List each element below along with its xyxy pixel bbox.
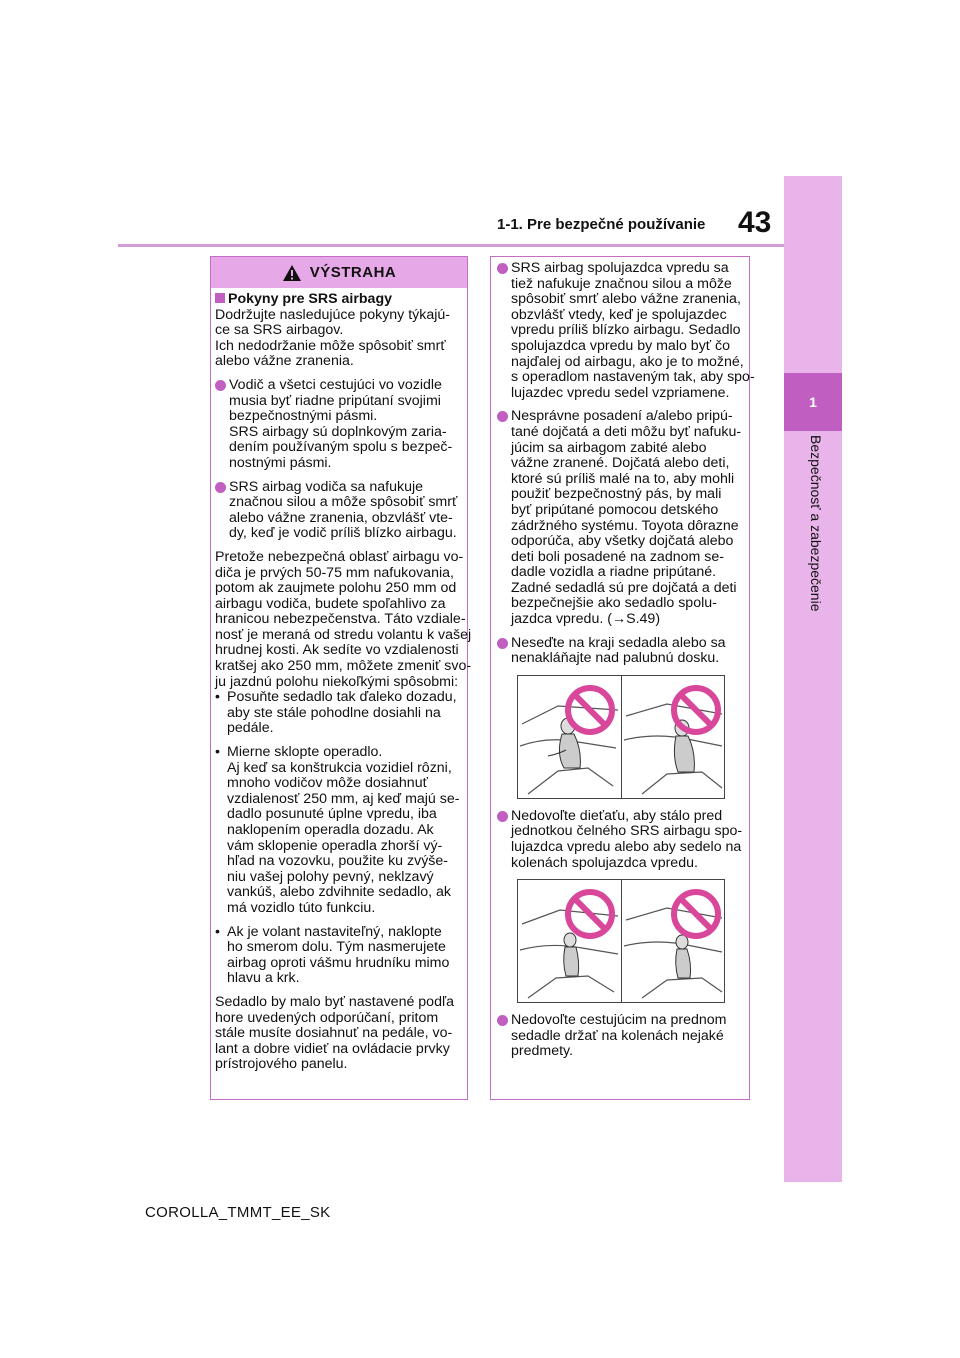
text-line: lujazdca vpredu alebo aby sedelo na — [511, 839, 742, 856]
text-line: dy, keď je vodič príliš blízko airbagu. — [229, 525, 457, 542]
square-bullet-icon — [215, 293, 225, 303]
child-standing-illustration — [518, 880, 621, 1002]
sub-bullet-marker: • — [215, 689, 220, 706]
text-line: hľad na vozovku, použite ku zvýše- — [227, 853, 449, 870]
text-line: Zadné sedadlá sú pre dojčatá a deti — [511, 579, 737, 596]
text-line: kratšej ako 250 mm, môžete zmeniť svo- — [215, 658, 472, 675]
sub-bullet-marker: • — [215, 923, 220, 940]
warning-intro — [215, 292, 465, 370]
text-line: Dodržujte nasledujúce pokyny týkajú- — [215, 306, 451, 323]
text-line: bezpečnostnými pásmi. — [229, 408, 378, 425]
sub-item — [215, 925, 465, 987]
text-line: musia byť riadne pripútaní svojimi — [229, 392, 441, 409]
child-on-lap-illustration — [622, 880, 725, 1002]
text-line: airbag oproti vášmu hrudníku mimo — [227, 954, 450, 971]
warning-title: VÝSTRAHA — [309, 263, 397, 281]
text-line: dadle vozidla a riadne pripútané. — [511, 564, 717, 581]
intro-lines — [215, 308, 465, 370]
right-bullets-a — [497, 260, 755, 667]
right-bullets-b — [497, 809, 745, 871]
text-line: alebo vážne zranenia. — [215, 353, 354, 370]
round-bullet-icon — [497, 411, 508, 422]
text-line: Sedadlo by malo byť nastavené podľa — [215, 993, 454, 1010]
right-bullets-c — [497, 1013, 745, 1060]
text-line: obzvlášť vtedy, keď je spolujazdec — [511, 306, 727, 323]
bullet-item — [215, 378, 465, 472]
text-line: bezpečnejšie ako sedadlo spolu- — [511, 595, 717, 612]
text-line: hranicou nebezpečenstva. Táto vzdiale- — [215, 611, 466, 628]
figure-panel — [518, 676, 621, 798]
left-bullets — [215, 378, 465, 542]
figure-leaning-passenger — [517, 675, 725, 799]
section-title: 1-1. Pre bezpečné používanie — [497, 216, 706, 233]
text-line: sedadle držať na kolenách nejaké — [511, 1027, 724, 1044]
header-rule — [118, 244, 784, 247]
text-line: nosť je meraná od stredu volantu k vašej — [215, 626, 472, 643]
warning-triangle-icon — [282, 264, 302, 282]
text-line: lant a dobre vidieť na ovládacie prvky — [215, 1040, 450, 1057]
text-line: prístrojového panelu. — [215, 1056, 348, 1073]
text-line: ktoré sú príliš malé na to, aby mohli — [511, 470, 735, 487]
warning-header — [211, 257, 467, 288]
text-line: deti boli posadené na zadnom se- — [511, 548, 724, 565]
text-line: tané dojčatá a deti môžu byť nafuku- — [511, 423, 742, 440]
bullet-item — [497, 636, 745, 667]
round-bullet-icon — [497, 1015, 508, 1026]
warning-body-right — [491, 257, 755, 1060]
text-line: najďalej od airbagu, ako je to možné, — [511, 353, 744, 370]
text-line: potom ak zaujmete polohu 250 mm od — [215, 580, 457, 597]
text-line: hore uvedených odporúčaní, pritom — [215, 1009, 439, 1026]
text-line: vankúš, alebo zdvihnite sedadlo, ak — [227, 884, 451, 901]
text-line: ju jazdnú polohu niekoľkými spôsobmi: — [215, 673, 459, 690]
bullet-item — [497, 260, 755, 401]
seat-adjust-paragraph — [215, 995, 465, 1073]
round-bullet-icon — [497, 811, 508, 822]
text-line: má vozidlo túto funkciu. — [227, 899, 376, 916]
text-line: zádržného systému. Toyota dôrazne — [511, 517, 739, 534]
sub-bullet-marker: • — [215, 744, 220, 761]
text-line: júcim sa airbagom zabité alebo — [511, 439, 707, 456]
text-line: Ak je volant nastaviteľný, naklopte — [227, 923, 442, 940]
text-line: hlavu a krk. — [227, 970, 300, 987]
text-line: alebo vážne zranenia, obzvlášť vte- — [229, 509, 453, 526]
figure-panel — [621, 880, 725, 1002]
text-line: vpredu príliš blízko airbagu. Sedadlo — [511, 322, 741, 339]
text-line: Ich nedodržanie môže spôsobiť smrť — [215, 337, 446, 354]
text-line: Nesprávne posadení a/alebo pripú- — [511, 408, 733, 425]
text-line: tiež nafukuje značnou silou a môže — [511, 275, 732, 292]
text-line: Nedovoľte dieťaťu, aby stálo pred — [511, 807, 723, 824]
text-line: jazdca vpredu. (→S.49) — [511, 611, 661, 628]
text-line: vážne zranené. Dojčatá alebo deti, — [511, 455, 730, 472]
text-line: Neseďte na kraji sedadla alebo sa — [511, 634, 726, 651]
distance-paragraph — [215, 548, 472, 690]
figure-panel — [621, 676, 725, 798]
round-bullet-icon — [215, 482, 226, 493]
round-bullet-icon — [497, 263, 508, 274]
chapter-title: Bezpečnosť a zabezpečenie — [808, 435, 824, 612]
text-line: stále musíte dosiahnuť na pedále, vo- — [215, 1025, 453, 1042]
warning-box-right — [490, 256, 755, 1100]
text-line: lujazdec vpredu sedel vzpriamene. — [511, 384, 730, 401]
passenger-on-seat-edge-illustration — [518, 676, 621, 798]
adjustment-sub-items — [215, 690, 465, 987]
text-line: predmety. — [511, 1043, 574, 1060]
text-line: odporúča, aby všetky dojčatá alebo — [511, 533, 734, 550]
text-line: spôsobiť smrť alebo vážne zranenia, — [511, 291, 741, 308]
text-line: SRS airbagy sú doplnkovým zaria- — [229, 423, 447, 440]
document-id: COROLLA_TMMT_EE_SK — [145, 1204, 331, 1221]
text-line: jednotkou čelného SRS airbagu spo- — [511, 823, 743, 840]
sub-item — [215, 745, 465, 917]
text-line: s operadlom nastaveným tak, aby spo- — [511, 369, 755, 386]
text-line: dadlo posunuté úplne vpredu, iba — [227, 806, 437, 823]
text-line: SRS airbag vodiča sa nafukuje — [229, 478, 424, 495]
bullet-item — [497, 1013, 745, 1060]
text-line: Pretože nebezpečná oblasť airbagu vo- — [215, 548, 464, 565]
text-line: naklopením operadla dozadu. Ak — [227, 822, 434, 838]
text-line: SRS airbag spolujazdca vpredu sa — [511, 260, 729, 276]
text-line: Vodič a všetci cestujúci vo vozidle — [229, 376, 442, 393]
figure-child-standing — [517, 879, 725, 1003]
text-line: mnoho vodičov môže dosiahnuť — [227, 775, 428, 792]
text-line: nenakláňajte nad palubnú dosku. — [511, 650, 720, 667]
text-line: nostnými pásmi. — [229, 454, 332, 471]
sub-item — [215, 690, 465, 737]
bullet-item — [215, 480, 465, 542]
text-line: byť pripútané pomocou detského — [511, 501, 719, 518]
text-line: Posuňte sedadlo tak ďaleko dozadu, — [227, 689, 457, 706]
round-bullet-icon — [497, 638, 508, 649]
warning-body-left — [211, 288, 472, 1073]
page-number: 43 — [738, 206, 772, 239]
text-line: použiť bezpečnostný pás, by mali — [511, 486, 722, 503]
text-line: pedále. — [227, 720, 274, 737]
warning-box-left — [210, 256, 472, 1100]
text-line: aby ste stále pohodlne dosiahli na — [227, 704, 441, 721]
text-line: spolujazdca vpredu by malo byť čo — [511, 337, 731, 354]
text-line: ce sa SRS airbagov. — [215, 322, 344, 339]
text-line: niu vašej polohy pevný, neklzavý — [227, 868, 434, 885]
text-line: vzdialenosť 250 mm, aj keď majú se- — [227, 790, 460, 807]
round-bullet-icon — [215, 380, 226, 391]
chapter-side-tab — [784, 176, 842, 1182]
text-line: kolenách spolujazdca vpredu. — [511, 854, 698, 871]
text-line: Nedovoľte cestujúcim na prednom — [511, 1012, 727, 1029]
text-line: značnou silou a môže spôsobiť smrť — [229, 494, 458, 511]
figure-panel — [518, 880, 621, 1002]
text-line: airbagu vodiča, budete spoľahlivo za — [215, 595, 446, 612]
text-line: hrudnej kosti. Ak sedíte vo vzdialenosti — [215, 642, 459, 659]
text-line: ho smerom dolu. Tým nasmerujete — [227, 939, 446, 956]
text-line: Aj keď sa konštrukcia vozidiel rôzni, — [227, 759, 452, 776]
text-line: vám sklopenie operadla zhorší vý- — [227, 837, 443, 854]
chapter-number-box: 1 — [784, 373, 842, 431]
text-line: Mierne sklopte operadlo. — [227, 744, 383, 761]
warning-heading: Pokyny pre SRS airbagy — [215, 292, 465, 308]
bullet-item — [497, 809, 745, 871]
text-line: diča je prvých 50-75 mm nafukovania, — [215, 564, 454, 581]
bullet-item — [497, 409, 745, 627]
passenger-leaning-dashboard-illustration — [622, 676, 725, 798]
text-line: dením používaným spolu s bezpeč- — [229, 439, 453, 456]
